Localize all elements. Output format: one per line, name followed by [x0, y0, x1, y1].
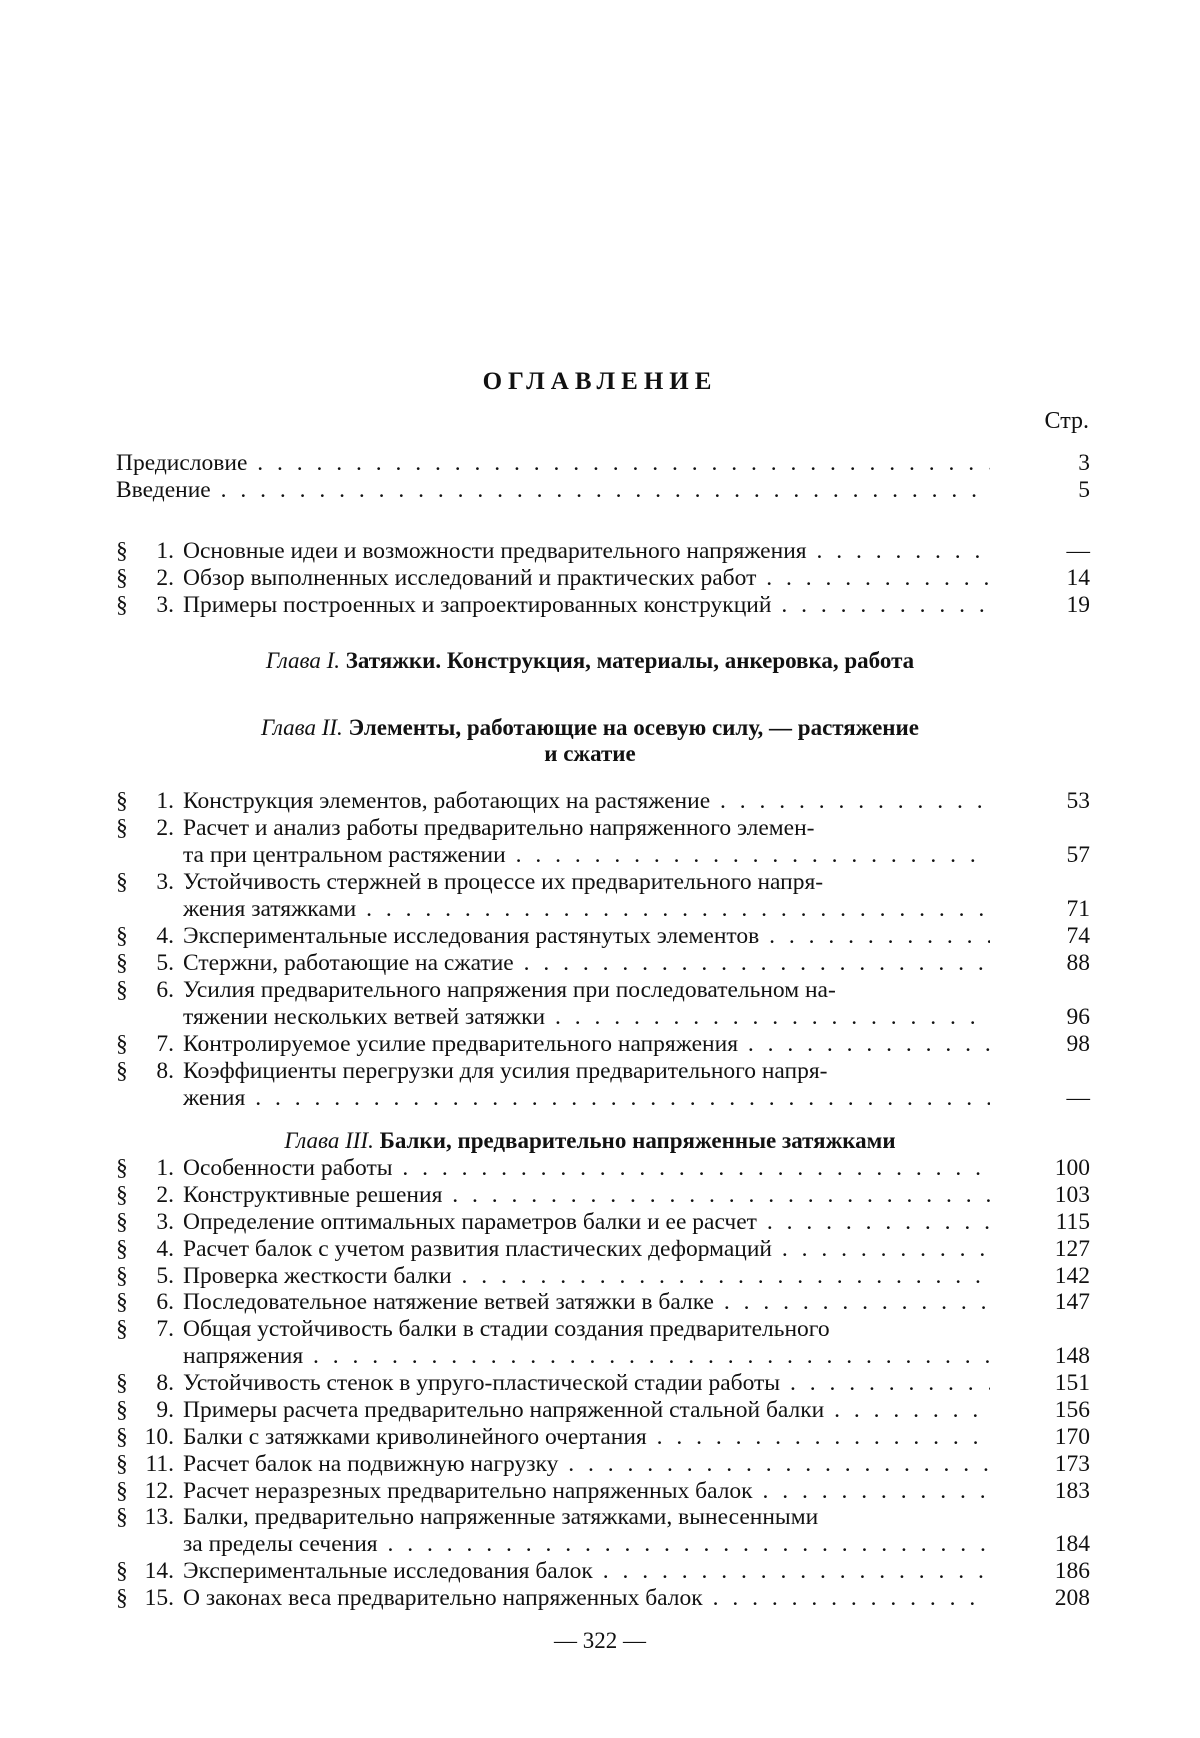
- section-mark: §: [116, 1478, 128, 1504]
- section-number: 1.: [156, 1155, 174, 1181]
- toc-section-entry-continuation: [116, 1004, 1090, 1030]
- section-number: 12.: [144, 1478, 174, 1504]
- chapter-label: Глава I.: [265, 648, 340, 673]
- section-page: 14: [1066, 565, 1090, 591]
- section-number: 11.: [145, 1451, 174, 1477]
- section-number: 10.: [144, 1424, 174, 1450]
- section-title: Стержни, работающие на сжатие . . .: [183, 950, 990, 976]
- section-page: 127: [1054, 1236, 1090, 1262]
- section-title-continuation: напряжения . . .: [183, 1343, 990, 1369]
- section-page: 151: [1054, 1370, 1090, 1396]
- section-page: 170: [1054, 1424, 1090, 1450]
- section-number: 6.: [156, 977, 174, 1003]
- toc-section-entry: [116, 1058, 1090, 1084]
- section-title: Балки с затяжками криволинейного очертания . . .: [183, 1424, 990, 1450]
- section-mark: §: [116, 1397, 128, 1423]
- section-page: 147: [1054, 1289, 1090, 1315]
- section-mark: §: [116, 1236, 128, 1262]
- toc-section-entry-continuation: [116, 896, 1090, 922]
- section-title: Особенности работы . . .: [183, 1155, 990, 1181]
- section-mark: §: [116, 1263, 128, 1289]
- toc-section-entry: [116, 1397, 1090, 1423]
- entry-title: Введение . . .: [116, 477, 990, 503]
- section-mark: §: [116, 1370, 128, 1396]
- section-title: Устойчивость стенок в упруго-пластической стадии работы . . .: [183, 1370, 990, 1396]
- section-mark: §: [116, 1209, 128, 1235]
- toc-section-entry: [116, 1263, 1090, 1289]
- toc-section-entry: [116, 1236, 1090, 1262]
- section-number: 9.: [156, 1397, 174, 1423]
- toc-section-entry: [116, 923, 1090, 949]
- section-page: 19: [1066, 592, 1090, 618]
- toc-section-entry-continuation: [116, 1343, 1090, 1369]
- section-title: Экспериментальные исследования растянутых элементов . . .: [183, 923, 990, 949]
- section-number: 5.: [156, 950, 174, 976]
- entry-page: 5: [1078, 477, 1090, 503]
- toc-section-entry: [116, 592, 1090, 618]
- section-mark: §: [116, 788, 128, 814]
- section-title: Основные идеи и возможности предварительного напряжения . . .: [183, 538, 990, 564]
- chapter-label: Глава II.: [260, 715, 343, 740]
- section-page: 184: [1054, 1531, 1090, 1557]
- section-number: 8.: [156, 1370, 174, 1396]
- section-page: 208: [1054, 1585, 1090, 1611]
- section-title: Конструктивные решения . . .: [183, 1182, 990, 1208]
- page-number: — 322 —: [554, 1628, 646, 1653]
- toc-section-entry: [116, 1478, 1090, 1504]
- section-title-continuation: жения затяжками . . .: [183, 896, 990, 922]
- section-number: 13.: [144, 1504, 174, 1530]
- section-mark: §: [116, 1558, 128, 1584]
- toc-section-entry: [116, 1182, 1090, 1208]
- section-page: 103: [1054, 1182, 1090, 1208]
- section-page: 96: [1066, 1004, 1090, 1030]
- toc-section-entry: [116, 1289, 1090, 1315]
- section-page: 183: [1054, 1478, 1090, 1504]
- section-number: 7.: [156, 1031, 174, 1057]
- section-number: 1.: [156, 538, 174, 564]
- page-column-label: Стр.: [1044, 408, 1089, 434]
- section-mark: §: [116, 977, 128, 1003]
- section-mark: §: [116, 1316, 128, 1342]
- section-title: Примеры построенных и запроектированных конструкций . . .: [183, 592, 990, 618]
- toc-section-entry: [116, 1370, 1090, 1396]
- section-mark: §: [116, 1289, 128, 1315]
- section-title: Коэффициенты перегрузки для усилия предварительного напря-: [183, 1058, 828, 1084]
- section-title: Расчет балок с учетом развития пластических деформаций . . .: [183, 1236, 990, 1262]
- toc-section-entry: [116, 788, 1090, 814]
- section-title-continuation: тяжении нескольких ветвей затяжки . . .: [183, 1004, 990, 1030]
- toc-section-entry-continuation: [116, 1085, 1090, 1111]
- section-title: Примеры расчета предварительно напряженной стальной балки . . .: [183, 1397, 990, 1423]
- section-page: 115: [1055, 1209, 1090, 1235]
- section-title-continuation: за пределы сечения . . .: [183, 1531, 990, 1557]
- section-number: 5.: [156, 1263, 174, 1289]
- section-title: Балки, предварительно напряженные затяжками, вынесенными: [183, 1504, 819, 1530]
- section-page: —: [1066, 538, 1090, 564]
- toc-section-entry: [116, 1504, 1090, 1530]
- toc-entry-intro: [116, 477, 1090, 503]
- section-mark: §: [116, 1585, 128, 1611]
- section-title: Расчет балок на подвижную нагрузку . . .: [183, 1451, 990, 1477]
- section-number: 3.: [156, 592, 174, 618]
- section-number: 6.: [156, 1289, 174, 1315]
- section-number: 4.: [156, 923, 174, 949]
- section-page: 100: [1054, 1155, 1090, 1181]
- section-mark: §: [116, 923, 128, 949]
- section-page: 88: [1066, 950, 1090, 976]
- chapter-title-line2: и сжатие: [544, 741, 636, 766]
- section-title: Расчет и анализ работы предварительно напряженного элемен-: [183, 815, 815, 841]
- toc-section-entry: [116, 950, 1090, 976]
- toc-section-entry: [116, 1558, 1090, 1584]
- section-mark: §: [116, 1451, 128, 1477]
- toc-entry-preface: [116, 450, 1090, 476]
- section-mark: §: [116, 950, 128, 976]
- section-page: —: [1066, 1085, 1090, 1111]
- section-title: Определение оптимальных параметров балки и ее расчет . . .: [183, 1209, 990, 1235]
- section-mark: §: [116, 538, 128, 564]
- section-page: 156: [1054, 1397, 1090, 1423]
- chapter-title: Затяжки. Конструкция, материалы, анкеровка, работа: [345, 648, 915, 673]
- section-page: 98: [1066, 1031, 1090, 1057]
- section-number: 2.: [156, 815, 174, 841]
- section-mark: §: [116, 1504, 128, 1530]
- section-number: 1.: [156, 788, 174, 814]
- toc-section-entry: [116, 1585, 1090, 1611]
- section-title-continuation: жения . . .: [183, 1085, 990, 1111]
- section-mark: §: [116, 1155, 128, 1181]
- chapter-label: Глава III.: [284, 1128, 374, 1153]
- toc-section-entry: [116, 1155, 1090, 1181]
- section-title: Обзор выполненных исследований и практических работ . . .: [183, 565, 990, 591]
- toc-section-entry: [116, 538, 1090, 564]
- chapter-title: Элементы, работающие на осевую силу, — растяжение: [348, 715, 920, 740]
- toc-section-entry: [116, 815, 1090, 841]
- toc-section-entry: [116, 977, 1090, 1003]
- chapter-heading-chapter1: [150, 648, 1030, 674]
- section-page: 142: [1054, 1263, 1090, 1289]
- section-title: Общая устойчивость балки в стадии создания предварительного: [183, 1316, 830, 1342]
- section-page: 57: [1066, 842, 1090, 868]
- section-title: Контролируемое усилие предварительного напряжения . . .: [183, 1031, 990, 1057]
- toc-section-entry-continuation: [116, 842, 1090, 868]
- section-page: 186: [1054, 1558, 1090, 1584]
- section-page: 53: [1066, 788, 1090, 814]
- section-number: 4.: [156, 1236, 174, 1262]
- section-mark: §: [116, 1058, 128, 1084]
- section-title: Последовательное натяжение ветвей затяжки в балке . . .: [183, 1289, 990, 1315]
- toc-section-entry: [116, 565, 1090, 591]
- section-number: 3.: [156, 1209, 174, 1235]
- toc-section-entry-continuation: [116, 1531, 1090, 1557]
- section-mark: §: [116, 1424, 128, 1450]
- section-page: 148: [1054, 1343, 1090, 1369]
- section-number: 2.: [156, 565, 174, 591]
- toc-section-entry: [116, 1451, 1090, 1477]
- section-page: 173: [1054, 1451, 1090, 1477]
- section-page: 71: [1066, 896, 1090, 922]
- section-title: Расчет неразрезных предварительно напряженных балок . . .: [183, 1478, 990, 1504]
- section-number: 3.: [156, 869, 174, 895]
- section-title: Проверка жесткости балки . . .: [183, 1263, 990, 1289]
- section-number: 8.: [156, 1058, 174, 1084]
- section-mark: §: [116, 1031, 128, 1057]
- section-title: Устойчивость стержней в процессе их предварительного напря-: [183, 869, 824, 895]
- section-number: 7.: [156, 1316, 174, 1342]
- chapter-heading-chapter2: [150, 715, 1030, 767]
- section-mark: §: [116, 565, 128, 591]
- toc-section-entry: [116, 1316, 1090, 1342]
- chapter-heading-chapter3: [150, 1128, 1030, 1154]
- section-mark: §: [116, 1182, 128, 1208]
- toc-section-entry: [116, 869, 1090, 895]
- section-title: О законах веса предварительно напряженных балок . . .: [183, 1585, 990, 1611]
- section-title-continuation: та при центральном растяжении . . .: [183, 842, 990, 868]
- section-mark: §: [116, 869, 128, 895]
- section-title: Усилия предварительного напряжения при последовательном на-: [183, 977, 836, 1003]
- section-title: Экспериментальные исследования балок . . .: [183, 1558, 990, 1584]
- section-mark: §: [116, 592, 128, 618]
- section-mark: §: [116, 815, 128, 841]
- toc-section-entry: [116, 1031, 1090, 1057]
- entry-page: 3: [1078, 450, 1090, 476]
- entry-title: Предисловие . . .: [116, 450, 990, 476]
- section-page: 74: [1066, 923, 1090, 949]
- toc-heading: ОГЛАВЛЕНИЕ: [482, 368, 718, 395]
- chapter-title: Балки, предварительно напряженные затяжками: [379, 1128, 896, 1153]
- section-number: 15.: [144, 1585, 174, 1611]
- section-title: Конструкция элементов, работающих на растяжение . . .: [183, 788, 990, 814]
- toc-section-entry: [116, 1424, 1090, 1450]
- section-number: 14.: [144, 1558, 174, 1584]
- toc-section-entry: [116, 1209, 1090, 1235]
- section-number: 2.: [156, 1182, 174, 1208]
